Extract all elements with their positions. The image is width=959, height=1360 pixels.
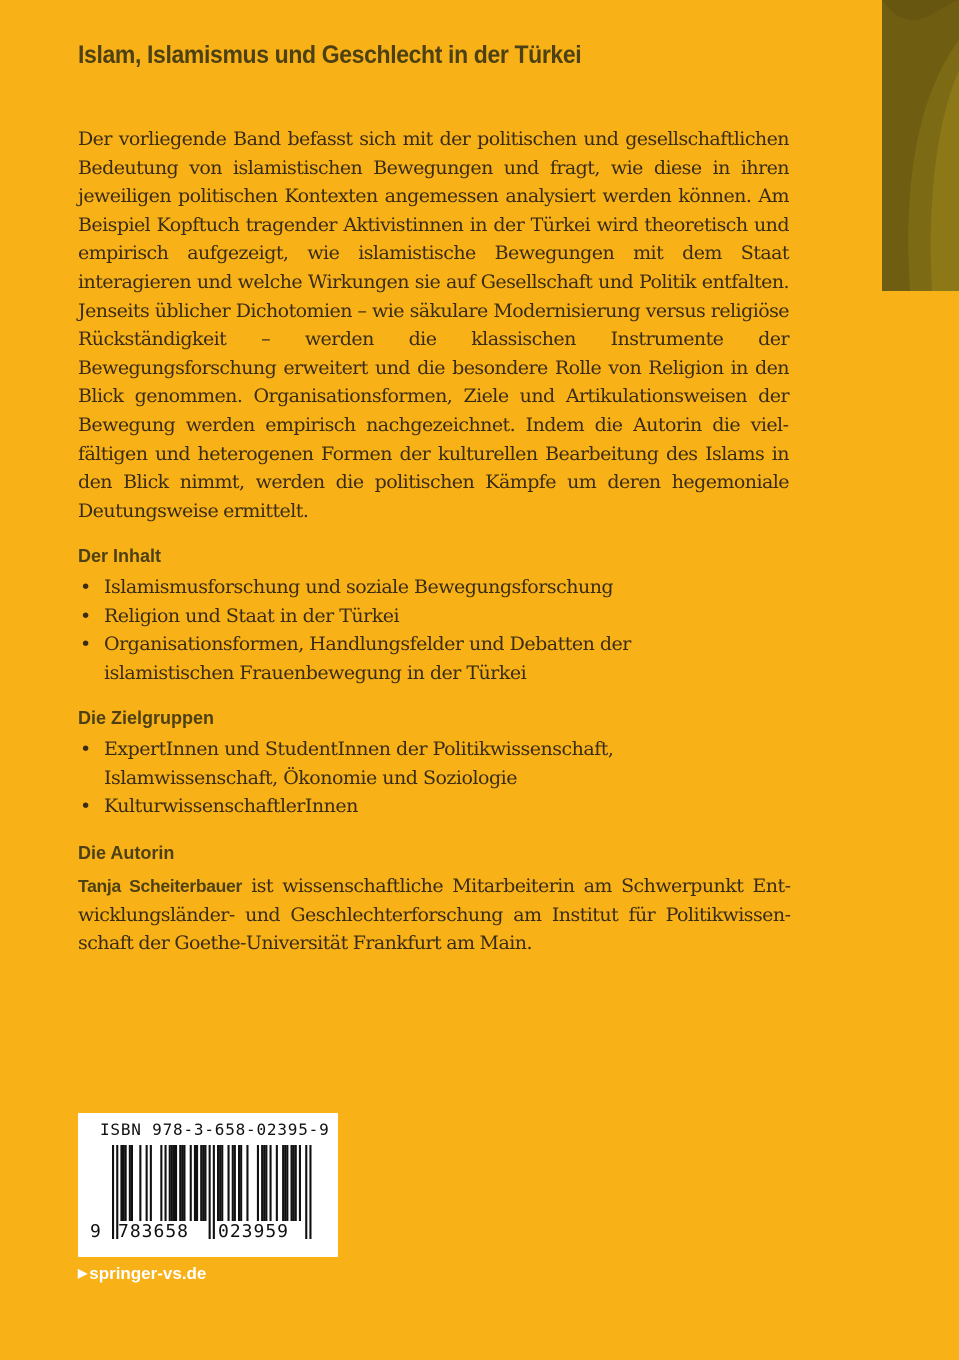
bullet-icon: • [80,795,91,818]
list-item-text: KulturwissenschaftlerInnen [104,795,358,818]
barcode-bar [202,1145,204,1221]
bullet-icon: • [80,738,91,760]
barcode-bar [284,1145,286,1221]
list-item-text: Organisationsformen, Handlungsfelder und Debatten der [104,633,631,656]
barcode-bar [246,1145,248,1221]
barcode-bar [175,1145,177,1221]
barcode-bar [150,1145,152,1221]
author-name: Tanja Scheiterbauer [78,876,242,896]
barcode-bar [291,1145,293,1221]
barcode-bar [232,1145,234,1221]
barcode-bar [204,1145,206,1221]
barcode-bar [120,1145,122,1221]
audience-list [78,735,789,821]
bullet-icon: • [80,604,91,627]
contents-heading: Der Inhalt [78,546,162,566]
author-bio-text: ist wissenschaftliche Mitarbeiterin am Schwerpunkt Entwicklungsländer- und Geschlechterforschung am Institut für Politikwissenschaft der Goethe-Universität Frankfurt am Main. [78,875,791,955]
bullet-icon: • [80,633,91,656]
barcode-bar [129,1145,131,1221]
barcode-bar [238,1145,240,1221]
barcode-bar [169,1145,171,1221]
list-item-text-continued: Islamwissenschaft, Ökonomie und Soziologie [104,766,517,789]
barcode-bar [181,1145,183,1221]
list-item-text: Islamismusforschung und soziale Bewegungsforschung [104,576,614,598]
author-heading: Die Autorin [78,843,175,863]
barcode-bar [240,1145,242,1221]
bullet-icon: • [80,576,91,598]
contents-list [78,573,789,687]
barcode-bar [131,1145,133,1221]
list-item [78,630,789,687]
barcode-bar [123,1145,125,1221]
list-item [78,573,789,602]
barcode-bar [295,1145,297,1221]
barcode-bar [265,1145,267,1221]
book-title: Islam, Islamismus und Geschlecht in der Türkei [78,41,582,69]
barcode-bar [293,1145,295,1221]
abstract-paragraph: Der vorliegende Band befasst sich mit der politischen und gesellschaftlichen Bedeutung von islamistischen Bewegungen und fragt, wie diese in ihren jeweiligen politischen Kontexten angemessen analysiert werden können. Am Beispiel Kopftuch tragender Aktivistinnen in der Türkei wird theoretisch und empirisch aufgezeigt, wie islamistische Bewegungen mit dem Staat interagieren und welche Wirkungen sie auf Gesellschaft und Politik entfalten. Jenseits üblicher Dichotomien – wie säkulare Modernisierung versus religiöse Rückständigkeit – werden die klassischen Instrumente der Bewegungsforschung erweitert und die besondere Rolle von Religion in den Blick genommen. Organisationsformen, Ziele und Artikulationsweisen der Bewegung werden empirisch nachgezeichnet. Indem die Autorin die vielfältigen und heterogenen Formen der kulturellen Bearbeitung des Islams in den Blick nimmt, werden die politischen Kämpfe um deren hegemoniale Deutungsweise ermittelt. [78,128,789,522]
barcode-bar [276,1145,278,1221]
publisher-url: springer-vs.de [89,1264,207,1283]
barcode-bar [228,1145,230,1221]
barcode-bar [190,1145,192,1221]
list-item-text: Religion und Staat in der Türkei [104,604,400,627]
corner-swirl-graphic [882,0,959,291]
barcode-bar [286,1145,288,1221]
barcode-bar [194,1145,196,1221]
barcode-bar [261,1145,263,1221]
list-item [78,735,789,792]
list-item [78,792,789,821]
barcode-bar [221,1145,223,1221]
author-bio [78,872,791,958]
barcode-bar [146,1145,148,1221]
barcode-bar [263,1145,265,1221]
arrow-icon: ▶ [78,1266,88,1280]
barcode-bar [160,1145,162,1221]
barcode-bar [282,1145,284,1221]
barcode-digits-right: 023959 [218,1221,290,1242]
audience-heading: Die Zielgruppen [78,708,215,728]
barcode-bar [219,1145,221,1221]
list-item-text-continued: islamistischen Frauenbewegung in der Türkei [104,661,527,684]
barcode-bar [217,1145,219,1221]
barcode-bar [196,1145,198,1221]
list-item-text: ExpertInnen und StudentInnen der Politikwissenschaft, [104,738,614,760]
barcode-bar [299,1145,301,1221]
barcode-bar [165,1145,167,1221]
isbn-barcode [78,1113,338,1257]
barcode-bar [183,1145,185,1221]
barcode-digits-left: 783658 [118,1221,190,1242]
barcode-bar [173,1145,175,1221]
barcode-bar [213,1145,215,1239]
barcode-bar [179,1145,181,1221]
barcode-bar [270,1145,272,1221]
corner-decoration [882,0,959,291]
barcode-bar [112,1145,114,1239]
barcode-bar [257,1145,259,1221]
barcode-digit-first: 9 [90,1221,101,1242]
barcode-bar [139,1145,141,1221]
publisher-link[interactable] [78,1264,206,1284]
list-item [78,602,789,631]
barcode-bar [200,1145,202,1221]
barcode-bar [234,1145,236,1221]
barcode-bar [171,1145,173,1221]
isbn-label: ISBN 978-3-658-02395-9 [100,1120,330,1139]
barcode-bar [125,1145,127,1221]
